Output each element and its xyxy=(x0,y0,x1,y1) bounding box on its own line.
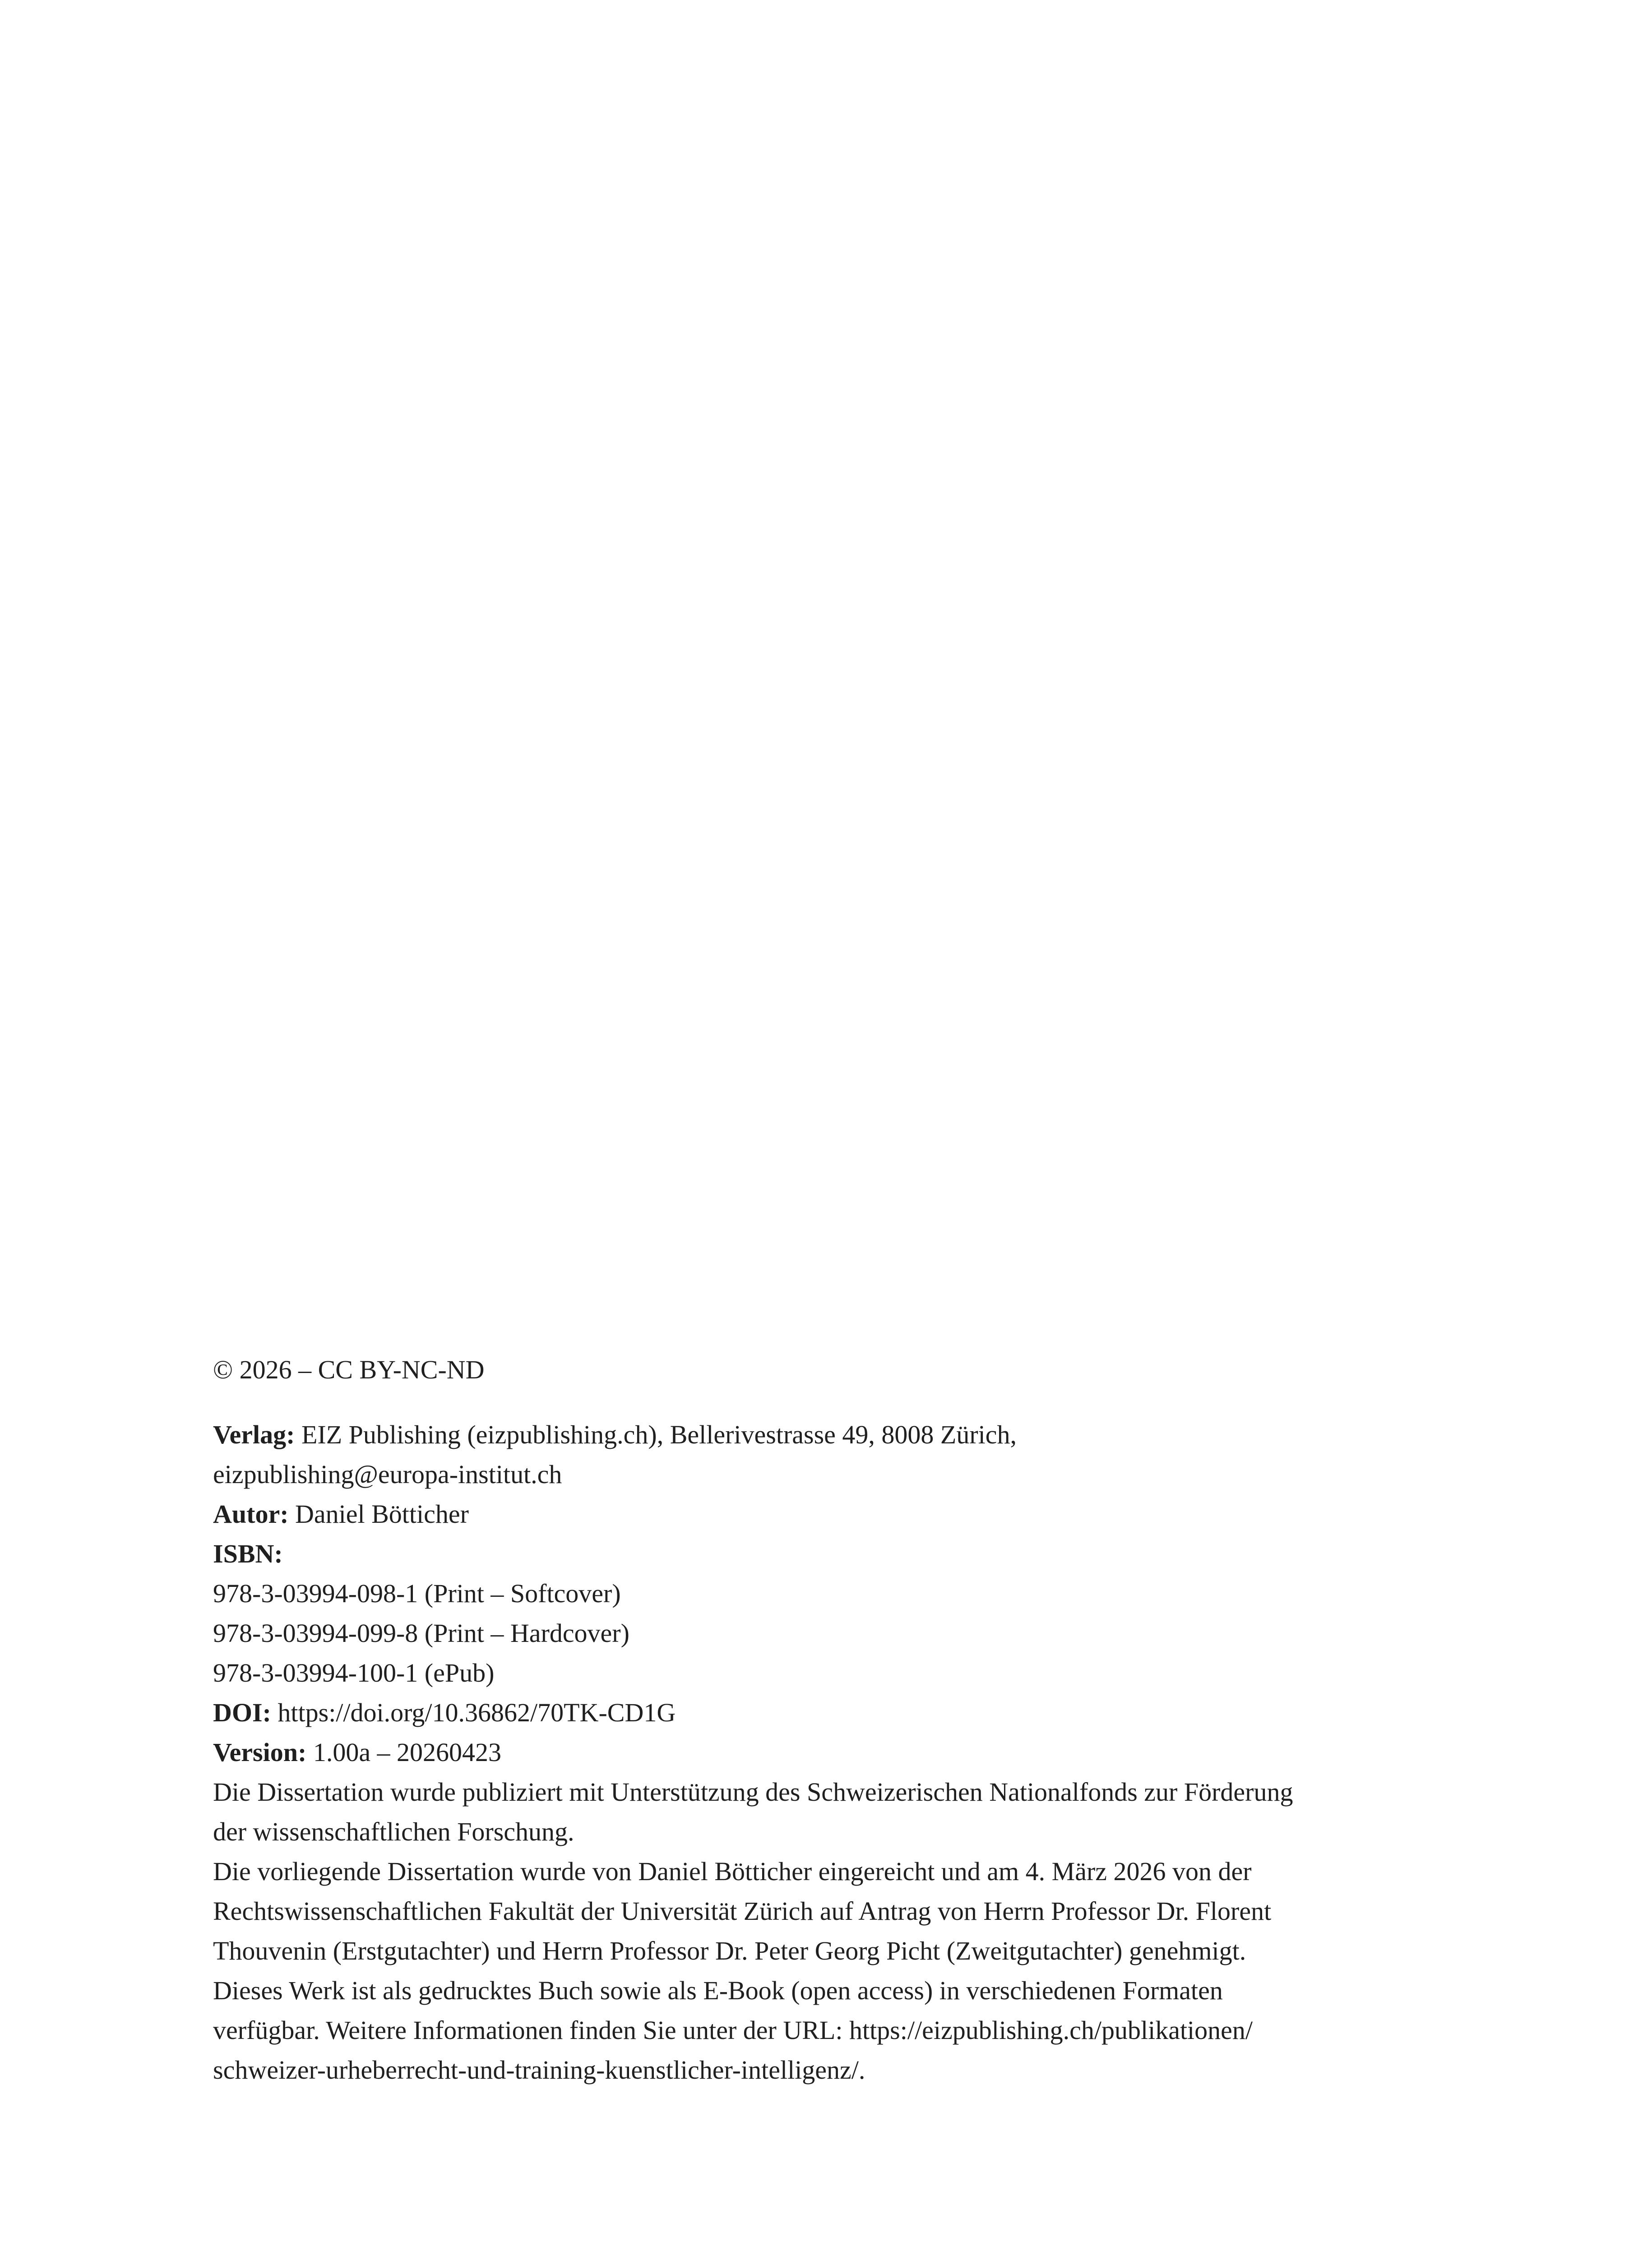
publisher-value-line1: EIZ Publishing (eizpublishing.ch), Bellerivestrasse 49, 8008 Zürich, xyxy=(301,1420,1017,1449)
doi-link[interactable]: https://doi.org/10.36862/70TK-CD1G xyxy=(278,1698,676,1727)
isbn-epub: 978-3-03994-100-1 (ePub) xyxy=(213,1658,495,1687)
copyright-text: © 2026 – CC BY-NC-ND xyxy=(213,1355,485,1384)
imprint-block xyxy=(213,1350,1458,2090)
publisher-label: Verlag: xyxy=(213,1420,295,1449)
isbn-hardcover: 978-3-03994-099-8 (Print – Hardcover) xyxy=(213,1618,629,1648)
author-value: Daniel Bötticher xyxy=(295,1499,469,1529)
approval-note-line: Rechtswissenschaftlichen Fakultät der Universität Zürich auf Antrag von Herrn Professor Dr. Florent xyxy=(213,1896,1272,1926)
availability-note xyxy=(213,1971,1458,2090)
version-value: 1.00a – 20260423 xyxy=(313,1738,502,1767)
funding-note-line: der wissenschaftlichen Forschung. xyxy=(213,1817,574,1846)
funding-note xyxy=(213,1772,1458,1852)
isbn-softcover: 978-3-03994-098-1 (Print – Softcover) xyxy=(213,1579,621,1608)
doi-line xyxy=(213,1693,1458,1733)
funding-note-line: Die Dissertation wurde publiziert mit Unterstützung des Schweizerischen Nationalfonds zur Förderung xyxy=(213,1777,1293,1807)
author-label: Autor: xyxy=(213,1499,289,1529)
version-label: Version: xyxy=(213,1738,307,1767)
availability-note-line: Dieses Werk ist als gedrucktes Buch sowie als E-Book (open access) in verschiedenen Formaten xyxy=(213,1976,1223,2005)
publisher-line xyxy=(213,1415,1458,1455)
approval-note-line: Thouvenin (Erstgutachter) und Herrn Professor Dr. Peter Georg Picht (Zweitgutachter) genehmigt. xyxy=(213,1936,1246,1965)
doi-label: DOI: xyxy=(213,1698,271,1727)
copyright-line xyxy=(213,1350,1458,1390)
version-line xyxy=(213,1733,1458,1772)
availability-note-line: verfügbar. Weitere Informationen finden Sie unter der URL: https://eizpublishing.ch/publikationen/ xyxy=(213,2016,1253,2045)
publisher-email: eizpublishing@europa-institut.ch xyxy=(213,1460,562,1489)
author-line xyxy=(213,1494,1458,1534)
bibliographic-details xyxy=(213,1415,1458,1772)
isbn-label: ISBN: xyxy=(213,1539,283,1568)
approval-note-line: Die vorliegende Dissertation wurde von Daniel Bötticher eingereicht und am 4. März 2026 von der xyxy=(213,1857,1252,1886)
availability-note-url[interactable]: schweizer-urheberrecht-und-training-kuenstlicher-intelligenz/. xyxy=(213,2055,865,2085)
approval-note xyxy=(213,1852,1458,1971)
